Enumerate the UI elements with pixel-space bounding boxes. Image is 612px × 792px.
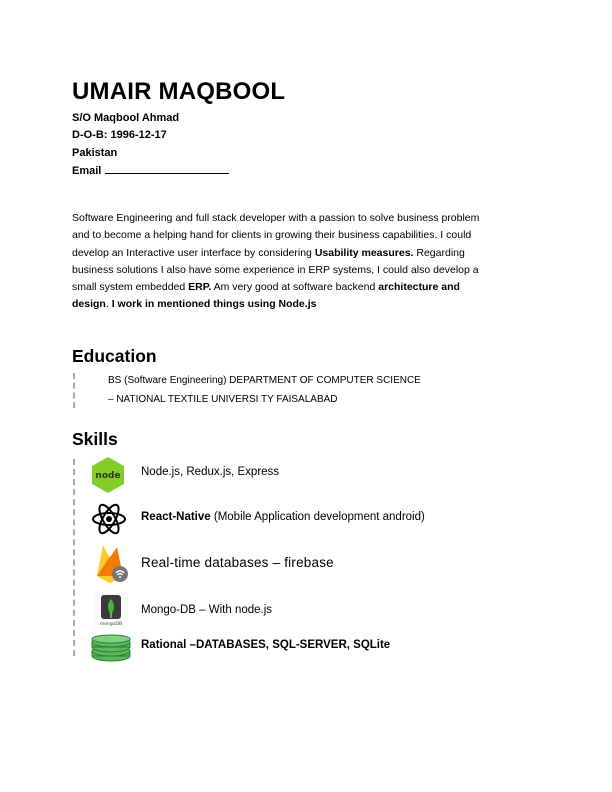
education-line-2: – NATIONAL TEXTILE UNIVERSI TY FAISALABAD — [108, 394, 338, 405]
react-icon — [91, 503, 127, 540]
summary-line: develop an Interactive user interface by considering — [72, 246, 312, 259]
skill-item-firebase: Real-time databases – firebase — [141, 555, 334, 570]
firebase-icon — [95, 543, 129, 590]
skill-item-databases: Rational –DATABASES, SQL-SERVER, SQLite — [141, 639, 391, 651]
mongodb-icon — [94, 593, 128, 634]
resume-name: UMAIR MAQBOOL — [72, 78, 286, 105]
database-icon — [90, 634, 132, 667]
summary-line: Am very good at software backend — [213, 281, 376, 294]
nodejs-icon — [90, 456, 126, 499]
summary-line: Regarding — [416, 246, 465, 259]
summary-emphasis: Usability measures. — [314, 246, 414, 259]
parent-info: S/O Maqbool Ahmad — [72, 112, 180, 124]
summary-paragraph — [72, 210, 537, 314]
skill-item-react-native — [141, 511, 425, 523]
skill-detail: (Mobile Application development android) — [210, 511, 425, 523]
date-of-birth: D-O-B: 1996-12-17 — [72, 129, 167, 141]
skills-heading: Skills — [72, 429, 118, 449]
skills-divider — [73, 459, 75, 656]
skill-item-nodejs: Node.js, Redux.js, Express — [141, 466, 280, 478]
summary-line: small system embedded — [72, 281, 186, 294]
email-label: Email — [72, 165, 102, 177]
education-divider — [73, 373, 75, 408]
skill-bold-label: React-Native — [141, 511, 211, 523]
summary-emphasis: design — [72, 298, 106, 311]
mongo-logo-text: mongoDB — [99, 622, 123, 627]
summary-emphasis: I work in mentioned things using Node.js — [111, 298, 317, 311]
skill-item-mongodb: Mongo-DB – With node.js — [141, 604, 273, 616]
country: Pakistan — [72, 147, 118, 159]
summary-emphasis: architecture and — [378, 281, 460, 294]
summary-line: . — [105, 298, 109, 311]
email-blank-line — [105, 164, 229, 174]
education-heading: Education — [72, 346, 157, 366]
summary-line: business solutions I also have some experience in ERP systems, I could also develop a — [72, 263, 479, 276]
email-row — [72, 164, 229, 177]
summary-line: and to become a helping hand for clients in growing their business capabilities. I could — [72, 229, 472, 242]
node-logo-text: node — [95, 471, 121, 481]
summary-emphasis: ERP. — [188, 281, 212, 294]
education-line-1: BS (Software Engineering) DEPARTMENT OF COMPUTER SCIENCE — [108, 375, 421, 386]
summary-line: Software Engineering and full stack developer with a passion to solve business problem — [72, 212, 480, 224]
